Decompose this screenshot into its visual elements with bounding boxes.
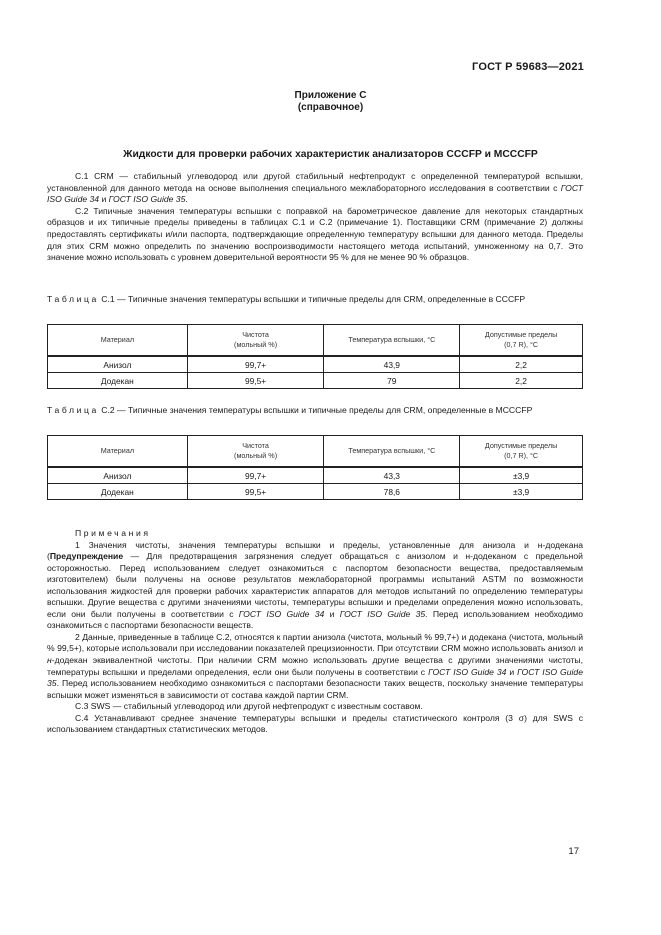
table-cell: ±3,9 <box>460 467 583 484</box>
table-row <box>48 356 583 373</box>
table-cell: Анизол <box>48 356 188 373</box>
note-1: 1 Значения чистоты, значения температуры вспышки и пределы, установленные для анизола и н-додекана (Предупреждение — Для предотвращения загрязнения следует обращаться с анизолом и н-додеканом с предельной осторожностью. Перед использованием следует ознакомиться с паспортом безопасности вещества, предоставляемым изготовителем) были получены на основе результатов межлабораторной программы испытаний ASTM по возможности использования жидкостей для проверки рабочих характеристик аппаратов для методов испытаний по определению температуры вспышки. Другие вещества с другими значениями чистоты, температуры вспышки и пределами определения можно использовать, если они были получены в соответствии с ГОСТ ISO Guide 34 и ГОСТ ISO Guide 35. Перед использованием необходимо ознакомиться с паспортами безопасности веществ. <box>47 539 583 631</box>
table-row <box>48 484 583 500</box>
table-cell: 79 <box>324 373 460 389</box>
table-c2 <box>47 435 583 500</box>
table-cell: 78,6 <box>324 484 460 500</box>
table1-caption: Таблица С.1 — Типичные значения температуры вспышки и типичные пределы для CRM, определенные в CCCFP <box>47 294 526 304</box>
clause-c2: С.2 Типичные значения температуры вспышки с поправкой на барометрическое давление для некоторых стандартных образцов и их типичные пределы приведены в таблицах С.1 и С.2 (примечание 1). Поставщики CRM (примечание 2) должны предоставлять сертификаты и/или паспорта, подтверждающие определенную температуру вспышки для данного метода. Пределы для этих CRM можно определить по значению воспроизводимости настоящего метода испытаний, умноженному на 0,7. Это значение можно использовать с уровнем доверительной вероятности 95 % для не менее 90 % образцов. <box>47 205 583 263</box>
table-cell: 43,9 <box>324 356 460 373</box>
table-cell: 2,2 <box>460 356 583 373</box>
notes-heading: Примечания <box>75 528 151 538</box>
table-cell: Додекан <box>48 484 188 500</box>
header-cell: Температура вспышки, °С <box>324 325 460 357</box>
table-header-row <box>48 436 583 468</box>
document-code: ГОСТ Р 59683—2021 <box>472 61 584 73</box>
clause-c4: С.4 Устанавливают среднее значение температуры вспышки и пределы статистического контроля (3 σ) для SWS с использованием стандартных статистических методов. <box>47 712 583 735</box>
table-cell: ±3,9 <box>460 484 583 500</box>
header-cell: Чистота (мольный %) <box>187 325 324 357</box>
header-cell: Материал <box>48 436 188 468</box>
notes-section <box>47 528 583 736</box>
table2-caption: Таблица С.2 — Типичные значения температуры вспышки и типичные пределы для CRM, определенные в MCCCFP <box>47 405 533 415</box>
table-cell: 43,3 <box>324 467 460 484</box>
table-cell: Додекан <box>48 373 188 389</box>
annex-status: (справочное) <box>297 102 364 113</box>
table-row <box>48 467 583 484</box>
clause-c1: С.1 CRM — стабильный углеводород или другой стабильный нефтепродукт с определенной температурой вспышки, установленной для данного метода на основе выполнения специального межлабораторного исследования в соответствии с ГОСТ ISO Guide 34 и ГОСТ ISO Guide 35. <box>47 171 583 205</box>
header-cell: Допустимые пределы (0,7 R), °С <box>460 325 583 357</box>
header-cell: Допустимые пределы (0,7 R), °С <box>460 436 583 468</box>
clauses-c1-c2 <box>47 171 583 264</box>
table-cell: 2,2 <box>460 373 583 389</box>
table-cell: 99,5+ <box>187 373 324 389</box>
header-cell: Чистота (мольный %) <box>187 436 324 468</box>
annex-title: Приложение С <box>294 90 367 101</box>
table-c1 <box>47 324 583 389</box>
clause-c3: С.3 SWS — стабильный углеводород или другой нефтепродукт с известным составом. <box>75 701 423 712</box>
table-cell: 99,7+ <box>187 467 324 484</box>
table-cell: 99,5+ <box>187 484 324 500</box>
table-header-row <box>48 325 583 357</box>
table-cell: Анизол <box>48 467 188 484</box>
section-title: Жидкости для проверки рабочих характеристик анализаторов CCCFP и MCCCFP <box>123 149 538 160</box>
note-2: 2 Данные, приведенные в таблице С.2, относятся к партии анизола (чистота, мольный % 99,7+) и додекана (чистота, мольный % 99,5+), которые использовали при исследовании показателей прецизионности. При отсутствии CRM можно использовать анизол и н-додекан эквивалентной чистоты. При наличии CRM можно использовать другие вещества с другими значениями чистоты, температуры вспышки и пределами определения, если они были получены в соответствии с ГОСТ ISO Guide 34 и ГОСТ ISO Guide 35. Перед использованием необходимо ознакомиться с паспортами безопасности таких веществ, поскольку значение температуры вспышки может изменяться в зависимости от состава каждой партии CRM. <box>47 631 583 700</box>
header-cell: Температура вспышки, °С <box>324 436 460 468</box>
table-cell: 99,7+ <box>187 356 324 373</box>
page-number: 17 <box>568 846 579 857</box>
annex-heading <box>0 90 661 114</box>
table-row <box>48 373 583 389</box>
header-cell: Материал <box>48 325 188 357</box>
